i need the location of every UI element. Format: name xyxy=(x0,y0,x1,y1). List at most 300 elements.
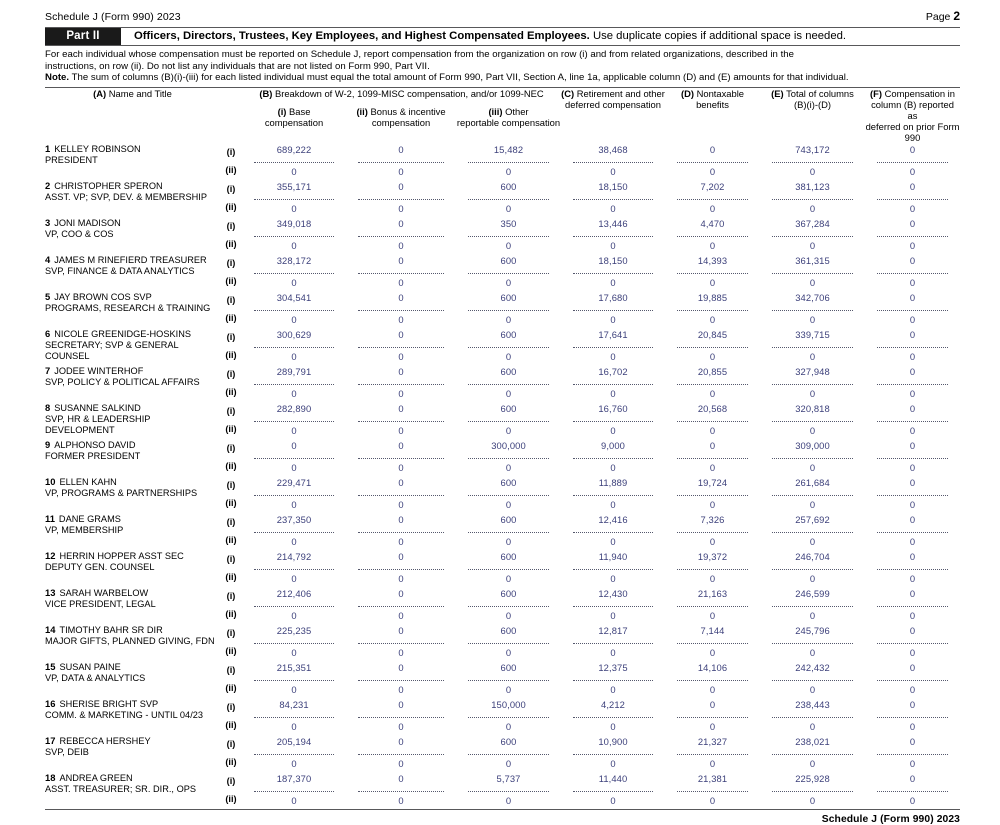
value-base-row-i: 187,370 xyxy=(276,772,312,784)
value-cell-other xyxy=(456,291,561,328)
row-marker-i: (i) xyxy=(226,701,236,712)
person-name-title-cell xyxy=(45,513,220,550)
value-cell-total xyxy=(760,624,865,661)
value-total-row-ii: 0 xyxy=(809,794,816,806)
value-total-row-ii: 0 xyxy=(809,202,816,214)
value-bonus-row-ii: 0 xyxy=(398,350,404,362)
value-retirement-row-i: 9,000 xyxy=(601,439,625,451)
value-bonus-row-ii: 0 xyxy=(398,609,404,621)
row-marker-i: (i) xyxy=(226,664,236,675)
row-index: 13 xyxy=(45,586,56,598)
value-base-row-ii: 0 xyxy=(291,387,297,399)
value-prior-row-ii: 0 xyxy=(909,757,916,769)
value-cell-nontaxable xyxy=(665,476,760,513)
value-bonus-row-ii: 0 xyxy=(398,165,404,177)
header-row-1 xyxy=(45,87,960,106)
value-nontaxable-row-i: 14,393 xyxy=(697,254,728,266)
value-total-row-ii: 0 xyxy=(809,498,816,510)
value-cell-base xyxy=(242,402,346,439)
row-marker-cell xyxy=(220,698,242,735)
person-name-title-cell xyxy=(45,698,220,735)
value-retirement-row-i: 12,817 xyxy=(598,624,628,636)
value-total-row-i: 242,432 xyxy=(795,661,830,673)
value-other-row-i: 600 xyxy=(500,661,517,673)
value-bonus-row-ii: 0 xyxy=(398,387,404,399)
value-cell-retirement xyxy=(561,698,665,735)
col-b-ii-text2: compensation xyxy=(371,117,431,129)
row-marker-ii: (ii) xyxy=(225,534,237,545)
value-nontaxable-row-i: 20,855 xyxy=(697,365,728,377)
table-row xyxy=(45,661,960,698)
value-cell-retirement xyxy=(561,180,665,217)
value-bonus-row-ii: 0 xyxy=(398,794,404,806)
value-cell-bonus xyxy=(346,735,456,772)
value-nontaxable-row-i: 0 xyxy=(709,143,716,155)
person-name-title-cell xyxy=(45,735,220,772)
value-nontaxable-row-ii: 0 xyxy=(709,535,716,547)
col-d-header xyxy=(665,87,760,143)
row-index: 15 xyxy=(45,660,56,672)
row-index: 4 xyxy=(45,253,51,265)
row-marker-cell xyxy=(220,735,242,772)
row-marker-i: (i) xyxy=(226,738,236,749)
value-base-row-ii: 0 xyxy=(291,461,297,473)
person-name-title-cell xyxy=(45,587,220,624)
value-cell-nontaxable xyxy=(665,624,760,661)
value-retirement-row-i: 13,446 xyxy=(598,217,628,229)
table-row xyxy=(45,328,960,365)
col-e-header xyxy=(760,87,865,143)
value-cell-bonus xyxy=(346,624,456,661)
row-index: 2 xyxy=(45,179,51,191)
value-nontaxable-row-i: 4,470 xyxy=(700,217,725,229)
value-cell-bonus xyxy=(346,513,456,550)
value-bonus-row-i: 0 xyxy=(398,291,404,303)
row-index: 7 xyxy=(45,364,51,376)
value-other-row-i: 600 xyxy=(500,291,517,303)
value-cell-other xyxy=(456,328,561,365)
value-cell-retirement xyxy=(561,291,665,328)
value-cell-prior xyxy=(865,550,960,587)
value-total-row-i: 257,692 xyxy=(795,513,830,525)
value-bonus-row-i: 0 xyxy=(398,254,404,266)
value-retirement-row-ii: 0 xyxy=(610,313,616,325)
value-retirement-row-i: 16,702 xyxy=(598,365,628,377)
value-cell-bonus xyxy=(346,143,456,180)
value-bonus-row-ii: 0 xyxy=(398,461,404,473)
value-nontaxable-row-ii: 0 xyxy=(709,350,716,362)
value-bonus-row-ii: 0 xyxy=(398,498,404,510)
value-cell-retirement xyxy=(561,587,665,624)
value-other-row-ii: 0 xyxy=(505,313,512,325)
value-cell-bonus xyxy=(346,587,456,624)
person-name: SUSAN PAINE xyxy=(59,661,121,672)
value-cell-other xyxy=(456,365,561,402)
value-cell-retirement xyxy=(561,476,665,513)
col-f-text3: deferred on prior Form xyxy=(865,120,960,132)
value-cell-nontaxable xyxy=(665,735,760,772)
col-d-label: (D) xyxy=(680,87,694,99)
value-total-row-i: 320,818 xyxy=(795,402,830,414)
value-cell-other xyxy=(456,698,561,735)
value-other-row-i: 15,482 xyxy=(493,143,524,155)
value-prior-row-i: 0 xyxy=(909,476,916,488)
value-total-row-i: 225,928 xyxy=(795,772,830,784)
person-name-title-cell xyxy=(45,772,220,810)
row-marker-ii: (ii) xyxy=(225,238,237,249)
table-row xyxy=(45,180,960,217)
col-c-label: (C) xyxy=(561,87,575,99)
value-prior-row-i: 0 xyxy=(909,587,916,599)
value-cell-other xyxy=(456,772,561,810)
value-total-row-i: 342,706 xyxy=(795,291,830,303)
value-cell-base xyxy=(242,735,346,772)
table-row xyxy=(45,513,960,550)
form-identifier: Schedule J (Form 990) 2023 xyxy=(45,11,181,23)
row-marker-i: (i) xyxy=(226,368,236,379)
value-cell-retirement xyxy=(561,365,665,402)
value-nontaxable-row-ii: 0 xyxy=(709,683,716,695)
value-prior-row-ii: 0 xyxy=(909,498,916,510)
value-retirement-row-ii: 0 xyxy=(610,498,616,510)
value-nontaxable-row-i: 7,326 xyxy=(700,513,725,525)
col-b-label: (B) xyxy=(259,87,273,99)
person-name: SARAH WARBELOW xyxy=(59,587,149,598)
part-title xyxy=(121,28,846,45)
value-prior-row-i: 0 xyxy=(909,254,916,266)
value-nontaxable-row-ii: 0 xyxy=(709,165,716,177)
value-other-row-i: 600 xyxy=(500,365,517,377)
value-cell-prior xyxy=(865,587,960,624)
person-name-title-cell xyxy=(45,661,220,698)
person-name: ELLEN KAHN xyxy=(59,476,117,487)
person-name-title-cell xyxy=(45,550,220,587)
value-total-row-i: 238,021 xyxy=(795,735,830,747)
value-nontaxable-row-i: 19,372 xyxy=(697,550,728,562)
col-b-ii-header xyxy=(346,106,456,142)
table-row xyxy=(45,254,960,291)
value-cell-nontaxable xyxy=(665,180,760,217)
value-total-row-ii: 0 xyxy=(809,239,816,251)
value-bonus-row-i: 0 xyxy=(398,217,404,229)
col-b-header xyxy=(242,87,561,106)
value-cell-total xyxy=(760,439,865,476)
value-retirement-row-i: 18,150 xyxy=(598,180,628,192)
value-other-row-i: 600 xyxy=(500,735,517,747)
value-cell-retirement xyxy=(561,513,665,550)
value-other-row-ii: 0 xyxy=(505,424,512,436)
row-marker-ii: (ii) xyxy=(225,756,237,767)
value-base-row-ii: 0 xyxy=(291,720,297,732)
value-nontaxable-row-ii: 0 xyxy=(709,461,716,473)
value-other-row-ii: 0 xyxy=(505,646,512,658)
value-prior-row-i: 0 xyxy=(909,735,916,747)
row-marker-ii: (ii) xyxy=(225,423,237,434)
col-d-text: Nontaxable xyxy=(693,87,745,99)
value-retirement-row-i: 11,889 xyxy=(598,476,628,488)
value-retirement-row-ii: 0 xyxy=(610,387,616,399)
value-other-row-ii: 0 xyxy=(505,498,512,510)
value-cell-other xyxy=(456,661,561,698)
table-row xyxy=(45,698,960,735)
table-row xyxy=(45,476,960,513)
value-cell-prior xyxy=(865,476,960,513)
value-bonus-row-i: 0 xyxy=(398,772,404,784)
value-total-row-ii: 0 xyxy=(809,646,816,658)
row-marker-ii: (ii) xyxy=(225,460,237,471)
value-other-row-ii: 0 xyxy=(505,239,512,251)
value-bonus-row-ii: 0 xyxy=(398,202,404,214)
value-base-row-i: 225,235 xyxy=(276,624,312,636)
value-other-row-ii: 0 xyxy=(505,461,512,473)
value-other-row-ii: 0 xyxy=(505,683,512,695)
value-bonus-row-ii: 0 xyxy=(398,276,404,288)
value-total-row-ii: 0 xyxy=(809,535,816,547)
value-other-row-ii: 0 xyxy=(505,276,512,288)
value-other-row-ii: 0 xyxy=(505,202,512,214)
value-cell-base xyxy=(242,180,346,217)
value-other-row-ii: 0 xyxy=(505,572,512,584)
person-name-title-cell xyxy=(45,476,220,513)
value-other-row-i: 600 xyxy=(500,254,517,266)
value-base-row-i: 215,351 xyxy=(276,661,312,673)
instructions-line-1: For each individual whose compensation must be reported on Schedule J, report compensation from the organization on row (i) and from related organizations, described in the xyxy=(45,49,794,60)
value-total-row-i: 361,315 xyxy=(795,254,830,266)
row-marker-i: (i) xyxy=(226,442,236,453)
person-name: SHERISE BRIGHT SVP xyxy=(59,698,159,709)
person-title: SVP, HR & LEADERSHIP DEVELOPMENT xyxy=(45,413,151,436)
row-marker-i: (i) xyxy=(226,775,236,786)
value-other-row-i: 600 xyxy=(500,180,517,192)
value-nontaxable-row-i: 0 xyxy=(709,698,716,710)
value-base-row-i: 229,471 xyxy=(276,476,312,488)
person-title: ASST. TREASURER; SR. DIR., OPS xyxy=(45,783,197,794)
person-name: CHRISTOPHER SPERON xyxy=(54,180,163,191)
value-cell-base xyxy=(242,661,346,698)
value-prior-row-ii: 0 xyxy=(909,720,916,732)
value-retirement-row-ii: 0 xyxy=(610,424,616,436)
value-total-row-i: 238,443 xyxy=(795,698,830,710)
row-marker-cell xyxy=(220,328,242,365)
value-base-row-ii: 0 xyxy=(291,202,297,214)
table-row xyxy=(45,587,960,624)
value-prior-row-i: 0 xyxy=(909,291,916,303)
value-retirement-row-i: 16,760 xyxy=(598,402,628,414)
person-title: SVP, FINANCE & DATA ANALYTICS xyxy=(45,265,195,276)
table-row xyxy=(45,735,960,772)
col-b-i-header xyxy=(242,106,346,142)
row-marker-ii: (ii) xyxy=(225,275,237,286)
value-total-row-i: 246,704 xyxy=(795,550,830,562)
col-b-iii-label: (iii) xyxy=(488,106,503,118)
value-base-row-ii: 0 xyxy=(291,683,297,695)
value-cell-total xyxy=(760,476,865,513)
value-nontaxable-row-ii: 0 xyxy=(709,646,716,658)
value-prior-row-ii: 0 xyxy=(909,350,916,362)
value-cell-retirement xyxy=(561,624,665,661)
value-cell-nontaxable xyxy=(665,661,760,698)
person-name: ALPHONSO DAVID xyxy=(54,439,136,450)
value-total-row-i: 261,684 xyxy=(795,476,830,488)
col-b-iii-header xyxy=(456,106,561,142)
col-c-text2: deferred compensation xyxy=(565,98,661,110)
value-nontaxable-row-i: 20,568 xyxy=(697,402,728,414)
value-base-row-ii: 0 xyxy=(291,276,297,288)
value-base-row-ii: 0 xyxy=(291,313,297,325)
row-index: 14 xyxy=(45,623,56,635)
value-cell-bonus xyxy=(346,476,456,513)
value-retirement-row-ii: 0 xyxy=(610,239,616,251)
value-cell-base xyxy=(242,624,346,661)
value-cell-base xyxy=(242,328,346,365)
value-cell-other xyxy=(456,550,561,587)
value-prior-row-ii: 0 xyxy=(909,239,916,251)
value-nontaxable-row-ii: 0 xyxy=(709,424,716,436)
value-prior-row-ii: 0 xyxy=(909,535,916,547)
value-cell-base xyxy=(242,476,346,513)
value-prior-row-i: 0 xyxy=(909,698,916,710)
row-marker-ii: (ii) xyxy=(225,571,237,582)
person-title: DEPUTY GEN. COUNSEL xyxy=(45,561,155,572)
value-cell-bonus xyxy=(346,254,456,291)
row-index: 8 xyxy=(45,401,51,413)
person-name: KELLEY ROBINSON xyxy=(54,143,141,154)
value-cell-base xyxy=(242,365,346,402)
person-name: NICOLE GREENIDGE-HOSKINS xyxy=(54,328,192,339)
value-cell-base xyxy=(242,217,346,254)
value-cell-retirement xyxy=(561,143,665,180)
value-cell-bonus xyxy=(346,328,456,365)
value-bonus-row-ii: 0 xyxy=(398,646,404,658)
value-retirement-row-ii: 0 xyxy=(610,683,616,695)
value-other-row-ii: 0 xyxy=(505,350,512,362)
value-retirement-row-ii: 0 xyxy=(610,572,616,584)
row-marker-cell xyxy=(220,587,242,624)
person-name-title-cell xyxy=(45,291,220,328)
value-cell-retirement xyxy=(561,661,665,698)
value-nontaxable-row-i: 7,144 xyxy=(700,624,725,636)
person-name: TIMOTHY BAHR SR DIR xyxy=(59,624,163,635)
row-marker-i: (i) xyxy=(226,183,236,194)
value-total-row-ii: 0 xyxy=(809,313,816,325)
row-marker-ii: (ii) xyxy=(225,349,237,360)
note-label: Note. xyxy=(45,72,70,84)
person-name: JAY BROWN COS SVP xyxy=(54,291,152,302)
value-base-row-ii: 0 xyxy=(291,424,297,436)
value-cell-other xyxy=(456,402,561,439)
person-name: JAMES M RINEFIERD TREASURER xyxy=(54,254,207,265)
value-other-row-ii: 0 xyxy=(505,720,512,732)
value-base-row-i: 282,890 xyxy=(276,402,312,414)
value-cell-nontaxable xyxy=(665,143,760,180)
table-row xyxy=(45,439,960,476)
person-name: REBECCA HERSHEY xyxy=(59,735,151,746)
row-index: 16 xyxy=(45,697,56,709)
row-index: 12 xyxy=(45,549,56,561)
row-marker-ii: (ii) xyxy=(225,608,237,619)
value-retirement-row-i: 12,416 xyxy=(598,513,628,525)
value-other-row-i: 300,000 xyxy=(491,439,526,451)
table-row xyxy=(45,550,960,587)
col-b-ii-label: (ii) xyxy=(356,106,368,118)
value-other-row-i: 600 xyxy=(500,476,517,488)
value-cell-bonus xyxy=(346,365,456,402)
value-nontaxable-row-i: 20,845 xyxy=(697,328,728,340)
row-marker-i: (i) xyxy=(226,294,236,305)
table-row xyxy=(45,402,960,439)
value-cell-prior xyxy=(865,291,960,328)
value-bonus-row-i: 0 xyxy=(398,513,404,525)
value-cell-total xyxy=(760,402,865,439)
value-cell-prior xyxy=(865,735,960,772)
col-b-iii-text2: reportable compensation xyxy=(456,117,561,129)
value-cell-nontaxable xyxy=(665,365,760,402)
value-bonus-row-i: 0 xyxy=(398,476,404,488)
value-cell-total xyxy=(760,772,865,810)
value-other-row-i: 600 xyxy=(500,550,517,562)
value-nontaxable-row-i: 21,381 xyxy=(697,772,728,784)
instructions-block xyxy=(45,46,960,87)
value-cell-retirement xyxy=(561,735,665,772)
value-other-row-i: 600 xyxy=(500,624,517,636)
row-marker-cell xyxy=(220,661,242,698)
table-header xyxy=(45,87,960,143)
col-f-text4: 990 xyxy=(904,131,921,143)
value-cell-other xyxy=(456,143,561,180)
value-other-row-ii: 0 xyxy=(505,165,512,177)
value-prior-row-i: 0 xyxy=(909,143,916,155)
value-cell-prior xyxy=(865,217,960,254)
value-nontaxable-row-ii: 0 xyxy=(709,313,716,325)
col-c-text: Retirement and other xyxy=(574,87,665,99)
page-footer: Schedule J (Form 990) 2023 xyxy=(821,813,960,825)
value-retirement-row-ii: 0 xyxy=(610,535,616,547)
value-other-row-i: 600 xyxy=(500,587,517,599)
value-prior-row-i: 0 xyxy=(909,550,916,562)
value-cell-nontaxable xyxy=(665,291,760,328)
value-nontaxable-row-ii: 0 xyxy=(709,202,716,214)
value-cell-total xyxy=(760,365,865,402)
value-prior-row-ii: 0 xyxy=(909,424,916,436)
value-base-row-i: 328,172 xyxy=(276,254,312,266)
value-bonus-row-i: 0 xyxy=(398,402,404,414)
value-base-row-ii: 0 xyxy=(291,350,297,362)
value-bonus-row-ii: 0 xyxy=(398,572,404,584)
value-bonus-row-i: 0 xyxy=(398,624,404,636)
row-marker-i: (i) xyxy=(226,553,236,564)
value-bonus-row-i: 0 xyxy=(398,328,404,340)
value-prior-row-ii: 0 xyxy=(909,461,916,473)
table-row xyxy=(45,291,960,328)
value-cell-bonus xyxy=(346,698,456,735)
value-nontaxable-row-ii: 0 xyxy=(709,572,716,584)
value-cell-total xyxy=(760,328,865,365)
value-total-row-ii: 0 xyxy=(809,165,816,177)
value-cell-other xyxy=(456,439,561,476)
person-name: HERRIN HOPPER ASST SEC xyxy=(59,550,184,561)
person-title: SECRETARY; SVP & GENERAL COUNSEL xyxy=(45,339,179,362)
value-retirement-row-i: 4,212 xyxy=(601,698,625,710)
value-base-row-i: 355,171 xyxy=(276,180,312,192)
value-cell-retirement xyxy=(561,328,665,365)
value-nontaxable-row-ii: 0 xyxy=(709,609,716,621)
value-cell-total xyxy=(760,661,865,698)
col-e-text2: (B)(i)-(D) xyxy=(794,98,831,110)
value-cell-base xyxy=(242,439,346,476)
value-other-row-i: 350 xyxy=(500,217,517,229)
person-title: ASST. VP; SVP, DEV. & MEMBERSHIP xyxy=(45,191,207,202)
row-index: 17 xyxy=(45,734,56,746)
